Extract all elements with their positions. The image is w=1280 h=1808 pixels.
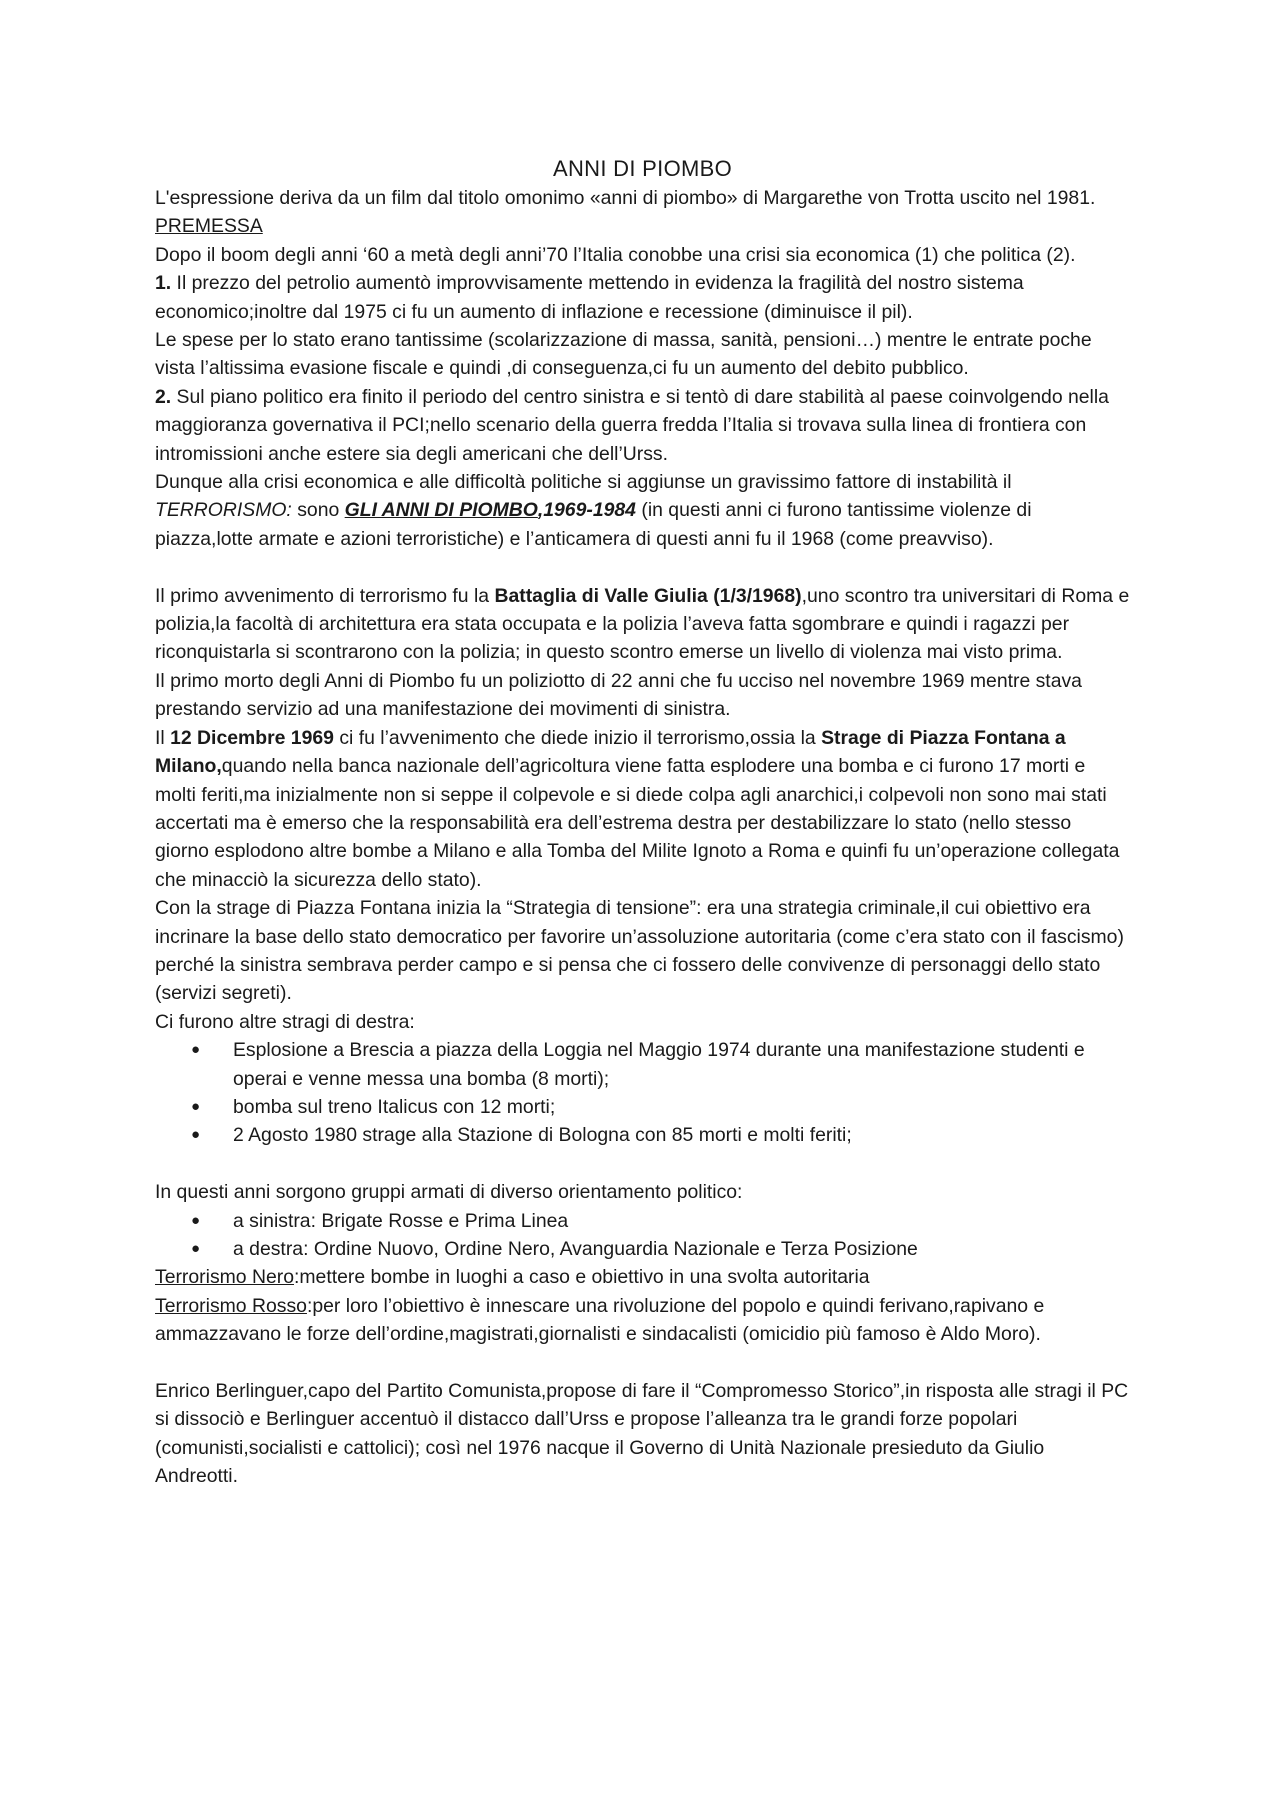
anni-di-piombo-term: GLI ANNI DI PIOMBO xyxy=(344,499,538,522)
terrorismo-term: TERRORISMO: xyxy=(155,499,292,522)
point-1-text: Il prezzo del petrolio aumentò improvvisamente mettendo in evidenza la fragilità del nostro sistema economico;inoltre dal 1975 ci fu un aumento di inflazione e recessione (diminuisce il pil). xyxy=(155,272,1024,323)
terrorismo-nero-text: :mettere bombe in luoghi a caso e obiettivo in una svolta autoritaria xyxy=(294,1266,870,1289)
terrorismo-rosso-text: :per loro l’obiettivo è innescare una rivoluzione del popolo e quindi ferivano,rapivano e ammazzavano le forze dell’ordine,magistrati,giornalisti e sindacalisti (omicidio più famoso è Aldo Moro). xyxy=(155,1294,1045,1346)
piazza-fontana-text-a: Il xyxy=(155,726,171,749)
terrorismo-nero-paragraph xyxy=(155,1263,1130,1291)
point-1-number: 1. xyxy=(155,272,172,295)
valle-giulia-paragraph xyxy=(155,582,1130,667)
gruppi-intro: In questi anni sorgono gruppi armati di diverso orientamento politico: xyxy=(155,1181,743,1204)
premessa-paragraph: Dopo il boom degli anni ‘60 a metà degli anni’70 l’Italia conobbe una crisi sia economica (1) che politica (2). xyxy=(155,243,1076,266)
anni-di-piombo-dates: ,1969-1984 xyxy=(537,499,636,522)
terrorismo-nero-label: Terrorismo Nero xyxy=(155,1266,294,1289)
point-1-paragraph xyxy=(155,269,1130,326)
spese-paragraph: Le spese per lo stato erano tantissime (scolarizzazione di massa, sanità, pensioni…) mentre le entrate poche vista l’altissima evasione fiscale e quindi ,di conseguenza,ci fu un aumento del debito pubblico. xyxy=(155,329,1092,380)
page-title: ANNI DI PIOMBO xyxy=(553,156,732,181)
dunque-text-c: sono xyxy=(291,499,345,522)
list-item: ● a sinistra: Brigate Rosse e Prima Linea xyxy=(233,1207,1130,1235)
piazza-fontana-term: Strage di Piazza Fontana a Milano, xyxy=(155,726,1066,778)
spacer xyxy=(155,1349,1130,1377)
valle-giulia-term: Battaglia di Valle Giulia (1/3/1968) xyxy=(494,584,802,607)
strategia-paragraph: Con la strage di Piazza Fontana inizia la “Strategia di tensione”: era una strategia criminale,il cui obiettivo era incrinare la base dello stato democratico per favorire un’assoluzione autoritaria (come c’era stato con il fascismo) perché la sinistra sembrava perder campo e si pensa che ci fossero delle convivenze di personaggi dello stato (servizi segreti). xyxy=(155,897,1124,1005)
terrorismo-rosso-paragraph xyxy=(155,1292,1130,1349)
piazza-fontana-text-e: quando nella banca nazionale dell’agricoltura viene fatta esplodere una bomba e ci furono 17 morti e molti feriti,ma inizialmente non si seppe il colpevole e si diede colpa agli anarchici,i colpevoli non sono mai stati accertati ma è emerso che la responsabilità era dell’estrema destra per destabilizzare lo stato (nello stesso giorno esplodono altre bombe a Milano e alla Tomba del Milite Ignoto a Roma e quinfi fu un’operazione collegata che minacciò la sicurezza dello stato). xyxy=(155,755,1120,891)
list-item: ● Esplosione a Brescia a piazza della Loggia nel Maggio 1974 durante una manifestazione studenti e operai e venne messa una bomba (8 morti); xyxy=(233,1036,1130,1093)
list-item: ● bomba sul treno Italicus con 12 morti; xyxy=(233,1093,1130,1121)
dunque-text-f: (in questi anni ci furono tantissime violenze di piazza,lotte armate e azioni terroristiche) e l’anticamera di questi anni fu il 1968 (come preavviso). xyxy=(155,499,1032,550)
primo-morto-paragraph: Il primo morto degli Anni di Piombo fu un poliziotto di 22 anni che fu ucciso nel novembre 1969 mentre stava prestando servizio ad una manifestazione dei movimenti di sinistra. xyxy=(155,669,1082,721)
dunque-text-a: Dunque alla crisi economica e alle difficoltà politiche si aggiunse un gravissimo fattore di instabilità il xyxy=(155,471,1012,494)
piazza-fontana-paragraph xyxy=(155,724,1130,894)
point-2-paragraph xyxy=(155,383,1130,468)
valle-giulia-text-c: ,uno scontro tra universitari di Roma e polizia,la facoltà di architettura era stata occupata e la polizia l’aveva fatta sgombrare e quindi i ragazzi per riconquistarla si scontrarono con la polizia; in questo scontro emerse un livello di violenza mai visto prima. xyxy=(155,584,1130,664)
gruppi-list xyxy=(155,1207,1130,1264)
spacer xyxy=(155,1150,1130,1178)
valle-giulia-text-a: Il primo avvenimento di terrorismo fu la xyxy=(155,584,495,607)
piazza-fontana-date: 12 Dicembre 1969 xyxy=(170,726,334,749)
premessa-heading: PREMESSA xyxy=(155,215,263,238)
piazza-fontana-text-c: ci fu l’avvenimento che diede inizio il terrorismo,ossia la xyxy=(333,726,822,749)
point-2-text: Sul piano politico era finito il periodo del centro sinistra e si tentò di dare stabilità al paese coinvolgendo nella maggioranza governativa il PCI;nello scenario della guerra fredda l’Italia si trovava sulla linea di frontiera con intromissioni anche estere sia degli americani che dell’Urss. xyxy=(155,385,1109,465)
intro-paragraph: L'espressione deriva da un film dal titolo omonimo «anni di piombo» di Margarethe von Trotta uscito nel 1981. xyxy=(155,187,1096,209)
stragi-destra-intro: Ci furono altre stragi di destra: xyxy=(155,1010,415,1033)
point-2-number: 2. xyxy=(155,385,172,408)
berlinguer-paragraph: Enrico Berlinguer,capo del Partito Comunista,propose di fare il “Compromesso Storico”,in risposta alle stragi il PC si dissociò e Berlinguer accentuò il distacco dall’Urss e propose l’alleanza tra le grandi forze popolari (comunisti,socialisti e cattolici); così nel 1976 nacque il Governo di Unità Nazionale presieduto da Giulio Andreotti. xyxy=(155,1380,1129,1488)
spacer xyxy=(155,553,1130,581)
dunque-paragraph xyxy=(155,468,1130,553)
list-item: ● a destra: Ordine Nuovo, Ordine Nero, Avanguardia Nazionale e Terza Posizione xyxy=(233,1235,1130,1263)
stragi-destra-list xyxy=(155,1036,1130,1150)
terrorismo-rosso-label: Terrorismo Rosso xyxy=(155,1294,307,1317)
list-item: ● 2 Agosto 1980 strage alla Stazione di Bologna con 85 morti e molti feriti; xyxy=(233,1121,1130,1149)
